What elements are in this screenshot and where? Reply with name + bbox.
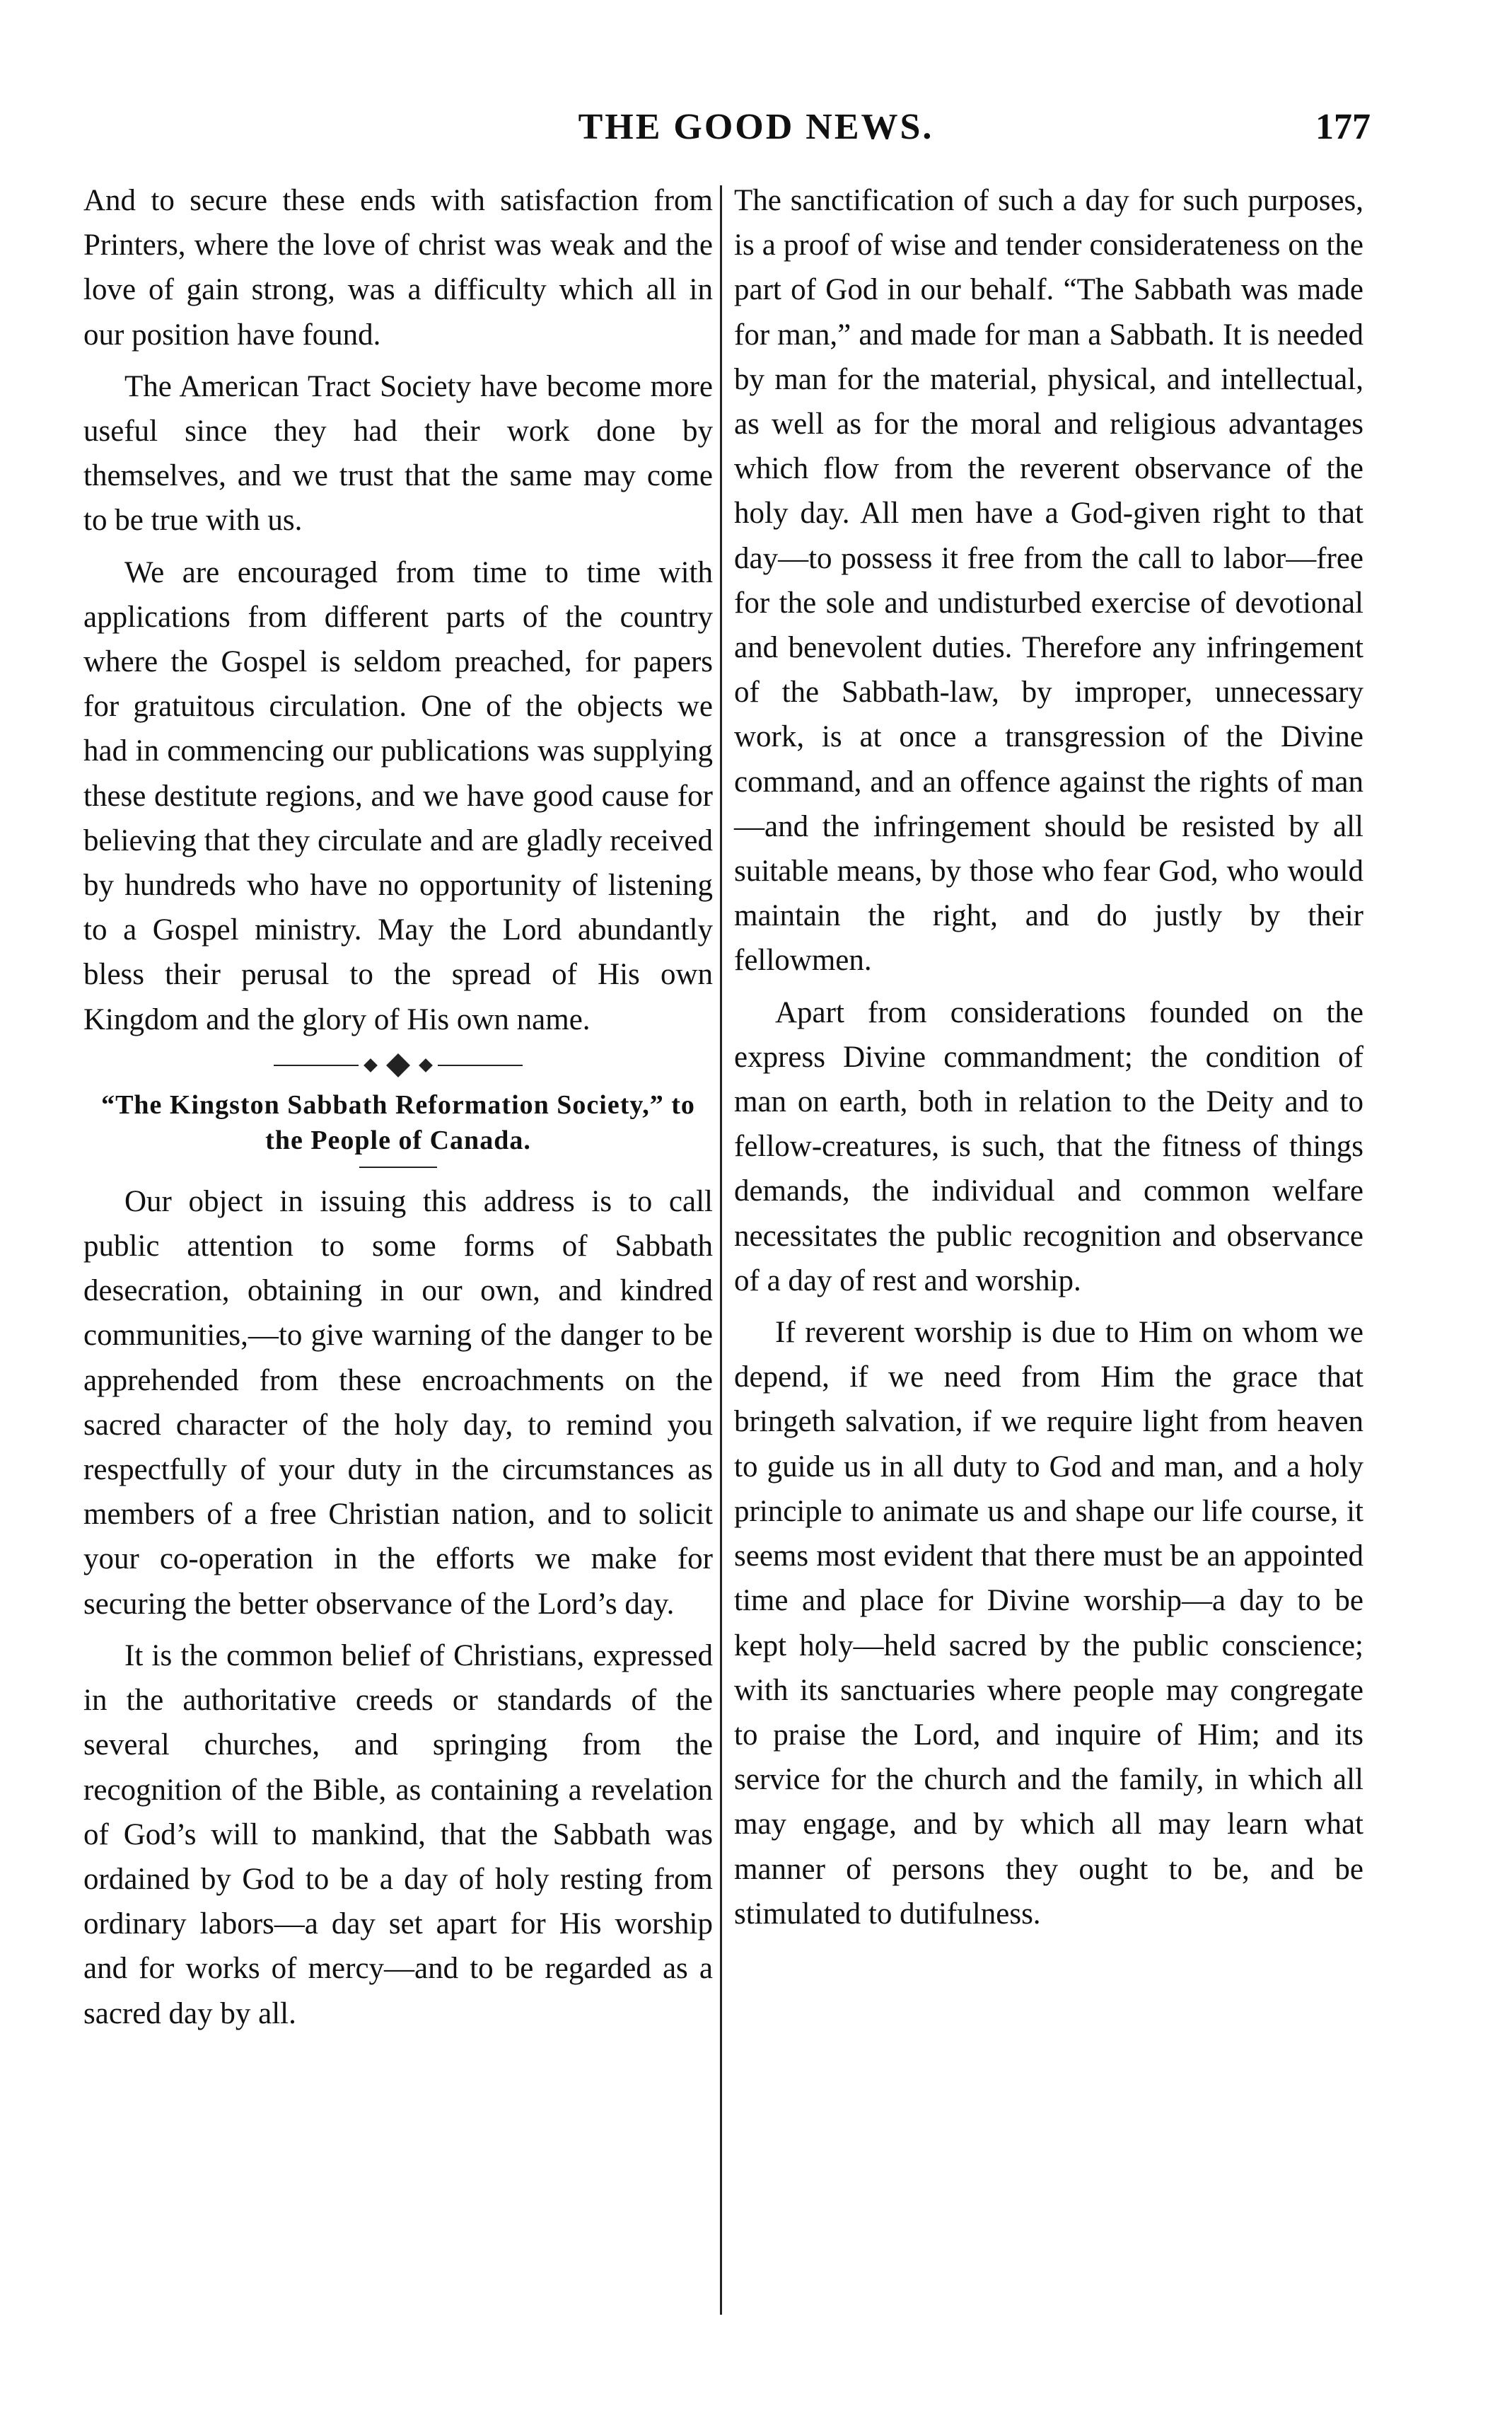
column-rule (720, 185, 722, 2315)
paragraph: If reverent worship is due to Him on whom we depend, if we need from Him the grace that bringeth salvation, if we require light from heaven to guide us in all duty to God and man, and a holy principle to animate us and shape our life course, it seems most evident that there must be an appointed time and place for Divine worship—a day to be kept holy—held sacred by the public conscience; with its sanctuaries where people may congregate to praise the Lord, and inquire of Him; and its service for the church and the family, in which all may engage, and by which all may learn what manner of persons they ought to be, and be stimulated to dutifulness. (734, 1316, 1363, 1931)
paragraph: And to secure these ends with satisfaction from Printers, where the love of christ was weak and the love of gain strong, was a difficulty which all in our position have found. (83, 184, 713, 352)
page-number: 177 (1315, 107, 1371, 147)
ornament-divider (83, 1049, 713, 1082)
paragraph: The sanctification of such a day for such purposes, is a proof of wise and tender considerateness on the part of God in our behalf. “The Sabbath was made for man,” and made for man a Sabbath. It is needed by man for the material, physical, and intellectual, as well as for the moral and religious advantages which flow from the reverent observance of the holy day. All men have a God-given right to that day—to possess it free from the call to labor—free for the sole and undisturbed exercise of devotional and benevolent duties. Therefore any infringement of the Sabbath-law, by improper, unnecessary work, is at once a transgression of the Divine command, and an offence against the rights of man—and the infringement should be resisted by all suitable means, by those who fear God, who would maintain the right, and do justly by their fellowmen. (734, 184, 1363, 978)
paragraph: We are encouraged from time to time with applications from different parts of the country where the Gospel is seldom preached, for papers for gratuitous circulation. One of the objects we had in commencing our publications was supplying these destitute regions, and we have good cause for believing that they circulate and are gladly received by hundreds who have no opportunity of listening to a Gospel ministry. May the Lord abundantly bless their perusal to the spread of His own Kingdom and the glory of His own name. (83, 555, 713, 1036)
section-title: “The Kingston Sabbath Reformation Society,” to the People of Canada. (101, 1089, 695, 1155)
right-column (734, 178, 1363, 1943)
left-column (83, 178, 713, 2043)
paragraph: The American Tract Society have become more useful since they had their work done by themselves, and we trust that the same may come to be true with us. (83, 369, 713, 538)
running-title: THE GOOD NEWS. (578, 107, 934, 147)
paragraph: Apart from considerations founded on the express Divine commandment; the condition of man on earth, both in relation to the Deity and to fellow-creatures, is such, that the fitness of things demands, the individual and common welfare necessitates the public recognition and observance of a day of rest and worship. (734, 995, 1363, 1297)
section-rule (359, 1167, 437, 1168)
paragraph: Our object in issuing this address is to call public attention to some forms of Sabbath desecration, obtaining in our own, and kindred communities,—to give warning of the danger to be apprehended from these encroachments on the sacred character of the holy day, to remind you respectfully of your duty in the circumstances as members of a free Christian nation, and to solicit your co-operation in the efforts we make for securing the better observance of the Lord’s day. (83, 1184, 713, 1621)
paragraph: It is the common belief of Christians, expressed in the authoritative creeds or standards of the several churches, and springing from the recognition of the Bible, as containing a revelation of God’s will to mankind, that the Sabbath was ordained by God to be a day of holy resting from ordinary labors—a day set apart for His worship and for works of mercy—and to be regarded as a sacred day by all. (83, 1638, 713, 2030)
page-header (0, 106, 1512, 170)
